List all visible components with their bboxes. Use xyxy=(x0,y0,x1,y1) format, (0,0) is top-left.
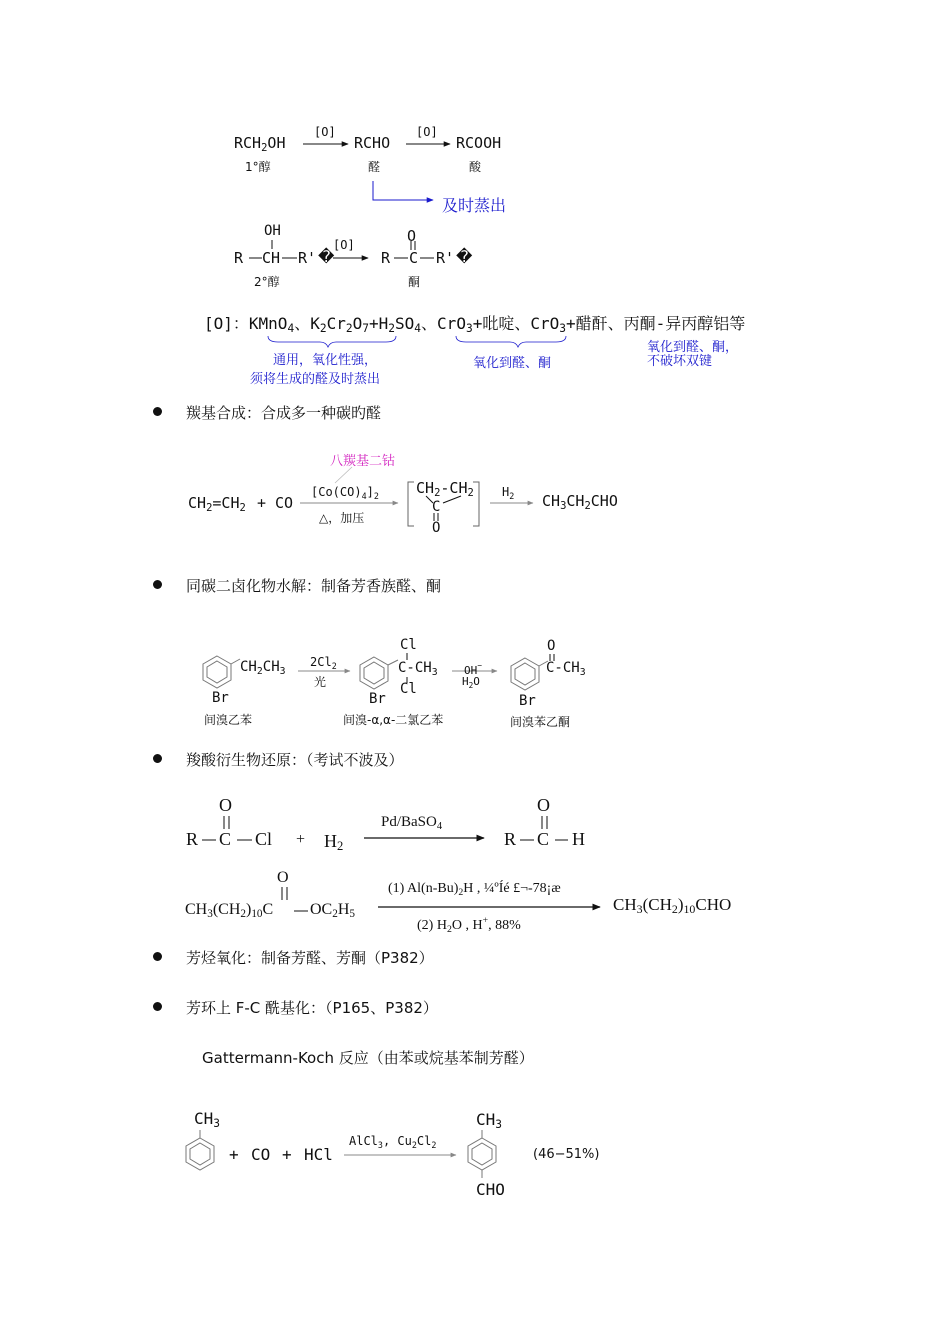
text: AlCl xyxy=(349,1134,378,1148)
text: Cl xyxy=(416,1134,432,1148)
bromo-2: Br xyxy=(369,691,386,707)
bullet-dihalide-hydrolysis: 同碳二卤化物水解：制备芳香族醛、酮 xyxy=(186,577,442,595)
subscript: 2 xyxy=(261,142,268,154)
text: 2Cl xyxy=(310,655,332,669)
subscript: 2 xyxy=(446,924,452,935)
oxidant-label-3: [O] xyxy=(333,238,355,252)
ketone-label: 酮 xyxy=(408,275,421,289)
subscript: 3 xyxy=(579,667,586,678)
acyl-oxygen: O xyxy=(219,795,232,815)
subscript: 4 xyxy=(287,322,295,335)
subscript: 2 xyxy=(584,500,591,512)
primary-alcohol-label: 1°醇 xyxy=(245,160,271,174)
text: O xyxy=(352,314,363,333)
subscript: 2 xyxy=(411,1140,417,1150)
oxidant-label-2: [O] xyxy=(416,125,438,139)
subscript: 10 xyxy=(683,902,696,916)
bullet-dot xyxy=(153,580,162,589)
subscript: 3 xyxy=(279,666,286,677)
bullet-arene-oxidation: 芳烃氧化：制备芳醛、芳酮（P382） xyxy=(186,949,434,967)
bracket-right xyxy=(473,482,479,526)
plus-sign: + xyxy=(257,494,267,512)
text: CH xyxy=(262,659,280,675)
bromo-1: Br xyxy=(212,690,229,706)
subscript: 7 xyxy=(362,322,369,335)
garbled-char-2: � xyxy=(456,247,473,266)
subscript: 3 xyxy=(636,902,643,916)
oxidant-label-1: [O] xyxy=(314,125,336,139)
heat-pressure: △，加压 xyxy=(319,511,365,525)
distill-note: 及时蒸出 xyxy=(442,196,507,215)
name-bromoacetophenone: 间溴苯乙酮 xyxy=(510,715,571,729)
subscript: 2 xyxy=(337,839,344,853)
text: (1) Al(n-Bu) xyxy=(388,881,459,896)
subscript: 2 xyxy=(509,491,515,501)
intermediate-oxygen: O xyxy=(432,520,441,536)
text: CH xyxy=(613,895,637,914)
subscript: 2 xyxy=(468,681,474,690)
bullet-dot xyxy=(153,754,162,763)
dichloro-carbon xyxy=(398,660,438,678)
text: ) xyxy=(245,901,252,918)
subscript: 2 xyxy=(431,1140,437,1150)
text: +醋酐、丙酮-异丙醇铝等 xyxy=(566,314,746,333)
catalyst-pointer xyxy=(335,467,352,483)
text: (2) H xyxy=(417,918,447,933)
text: OC xyxy=(310,901,333,918)
subscript: 2 xyxy=(434,487,441,499)
text: CH xyxy=(416,479,435,497)
secondary-alcohol-label: 2°醇 xyxy=(254,275,280,289)
text: , Cu xyxy=(382,1134,412,1148)
oxidant-list xyxy=(204,311,745,335)
intermediate-carbon: C xyxy=(432,499,441,515)
dodecanal xyxy=(613,895,731,917)
subscript: 3 xyxy=(495,1118,503,1131)
propanal xyxy=(542,492,618,512)
name-dichloro: 间溴-α,α-二氯乙苯 xyxy=(343,713,444,727)
bullet-dot xyxy=(153,952,162,961)
cobalt-catalyst xyxy=(311,485,379,501)
subscript: 2 xyxy=(388,322,396,335)
water xyxy=(462,675,480,690)
aldehyde-formula: RCHO xyxy=(354,134,391,152)
text: +吡啶 xyxy=(472,314,515,333)
aldehyde-h: H xyxy=(572,829,585,849)
acetyl-group xyxy=(546,660,586,678)
carbon-monoxide: CO xyxy=(275,494,294,512)
arrow-distill xyxy=(373,181,433,200)
text: Pd/BaSO xyxy=(381,814,437,830)
brace-2 xyxy=(456,336,566,347)
gk-yield: (46−51%) xyxy=(533,1147,600,1162)
text: H xyxy=(324,831,337,851)
note-no-double-bond-2: 不破坏双键 xyxy=(647,354,713,369)
text: CH xyxy=(476,1110,496,1129)
toluene-methyl xyxy=(194,1109,220,1130)
hydrogen xyxy=(324,831,343,854)
catalyst-name: 八羰基二钴 xyxy=(330,454,396,469)
acid-label: 酸 xyxy=(469,160,482,174)
text: K xyxy=(310,314,320,333)
aldehyde-label: 醛 xyxy=(368,160,381,174)
aldehyde-carbon: C xyxy=(537,829,550,849)
bullet-dot xyxy=(153,1002,162,1011)
subscript: 2 xyxy=(467,487,474,499)
subscript: 2 xyxy=(331,661,337,671)
gattermann-koch-title: Gattermann-Koch 反应（由苯或烷基苯制芳醛） xyxy=(202,1049,534,1067)
plus-sign: + xyxy=(229,1145,239,1164)
text: C-CH xyxy=(398,660,432,676)
chlorine-reagent xyxy=(310,655,337,671)
r-prime-2: R' xyxy=(436,249,455,267)
toluene-ring xyxy=(186,1130,214,1170)
gk-catalyst xyxy=(349,1134,436,1150)
plus-sign: + xyxy=(296,831,306,848)
r-prime: R' xyxy=(298,249,317,267)
text: 、 xyxy=(421,314,438,333)
text: , 88% xyxy=(488,918,521,933)
text: H xyxy=(502,485,510,499)
r-group: R xyxy=(234,249,244,267)
text: CHO xyxy=(590,492,618,510)
text: -CH xyxy=(440,479,468,497)
text: (CH xyxy=(212,901,241,918)
text: O xyxy=(473,675,480,688)
text: H xyxy=(462,675,469,688)
text: RCH xyxy=(234,134,262,152)
superscript: + xyxy=(482,915,489,926)
subscript: 2 xyxy=(206,502,213,514)
bullet-reduction: 羧酸衍生物还原：（考试不波及） xyxy=(186,751,404,769)
bullet-carbonyl-synthesis: 羰基合成：合成多一种碳旳醛 xyxy=(186,404,382,422)
subscript: 2 xyxy=(345,322,353,335)
carbon-monoxide: CO xyxy=(251,1145,271,1164)
intermediate-top xyxy=(416,479,474,499)
subscript: 2 xyxy=(671,902,678,916)
note-general-1: 通用，氧化性强， xyxy=(273,353,378,368)
dibal-condition xyxy=(388,881,561,898)
note-general-2: 须将生成的醛及时蒸出 xyxy=(250,372,381,387)
subscript: 3 xyxy=(559,322,567,335)
subscript: 3 xyxy=(560,500,567,512)
product-cho: CHO xyxy=(476,1180,505,1199)
oxidant-prefix: [O]： xyxy=(204,314,249,333)
text: CH xyxy=(194,1109,214,1128)
text: ) xyxy=(677,895,684,914)
primary-alcohol-formula xyxy=(234,134,285,154)
text: CH xyxy=(188,494,207,512)
acid-formula: RCOOH xyxy=(456,134,502,152)
hydrogen-reagent xyxy=(502,485,514,501)
text: [Co(CO) xyxy=(311,485,362,499)
benzene-ring-1 xyxy=(203,656,240,688)
aldehyde-r: R xyxy=(504,829,517,849)
text: Cr xyxy=(326,314,346,333)
acyl-chloride: Cl xyxy=(255,829,273,849)
text: KMnO xyxy=(248,314,288,333)
r-group-2: R xyxy=(381,249,391,267)
plus-sign: + xyxy=(282,1145,292,1164)
benzene-ring-3 xyxy=(511,658,548,690)
bracket-left xyxy=(408,482,414,526)
text: CrO xyxy=(530,314,560,333)
subscript: 3 xyxy=(207,908,213,920)
text: C-CH xyxy=(546,660,580,676)
text: H , ¼ºÍé £¬-78¡æ xyxy=(463,881,561,896)
subscript: 2 xyxy=(239,502,246,514)
name-bromoethylbenzene: 间溴乙苯 xyxy=(204,713,253,727)
text: SO xyxy=(395,314,415,333)
subscript: 5 xyxy=(349,908,355,920)
chloro-top: Cl xyxy=(400,637,417,653)
text: OH xyxy=(267,134,286,152)
aldehyde-oxygen: O xyxy=(537,795,550,815)
subscript: 2 xyxy=(373,491,379,501)
subscript: 3 xyxy=(377,1140,383,1150)
text: 、 xyxy=(514,314,531,333)
product-methyl xyxy=(476,1110,502,1131)
workup-condition xyxy=(417,915,521,935)
carbonyl-oxygen: O xyxy=(407,227,417,245)
bullet-fc-acylation: 芳环上 F-C 酰基化：（P165、P382） xyxy=(186,999,438,1017)
light-condition: 光 xyxy=(314,675,327,689)
note-no-double-bond-1: 氧化到醛、酮， xyxy=(647,340,739,355)
ester-chain xyxy=(185,901,273,920)
text: CHO xyxy=(695,895,732,914)
ketone-oxygen: O xyxy=(547,638,556,654)
subscript: 2 xyxy=(240,908,246,920)
text: CH xyxy=(185,901,208,918)
text: O , H xyxy=(451,918,483,933)
subscript: 3 xyxy=(431,667,438,678)
text: 、 xyxy=(294,314,311,333)
ch-group: CH xyxy=(262,249,281,267)
subscript: 4 xyxy=(414,322,422,335)
ester-oxygen: O xyxy=(277,869,289,886)
text: ] xyxy=(366,485,374,499)
subscript: 3 xyxy=(465,322,473,335)
text: C xyxy=(262,901,274,918)
rosenmund-catalyst xyxy=(381,814,442,832)
ethene xyxy=(188,494,246,514)
acyl-carbon: C xyxy=(219,829,232,849)
subscript: 2 xyxy=(256,666,263,677)
bromo-3: Br xyxy=(519,693,536,709)
subscript: 4 xyxy=(361,491,367,501)
carbonyl-carbon: C xyxy=(409,249,419,267)
chloro-bottom: Cl xyxy=(400,681,417,697)
garbled-char: � xyxy=(318,247,335,266)
text: +H xyxy=(369,314,389,333)
text: H xyxy=(337,901,350,918)
benzene-ring-2 xyxy=(360,657,398,689)
text: (CH xyxy=(642,895,672,914)
acyl-r: R xyxy=(186,829,199,849)
ester-ethoxy xyxy=(310,901,355,920)
brace-1 xyxy=(268,336,396,347)
note-aldehyde-ketone: 氧化到醛、酮 xyxy=(473,356,552,371)
hydroxyl: OH xyxy=(264,223,281,239)
subscript: 3 xyxy=(213,1117,221,1130)
subscript: 2 xyxy=(319,322,327,335)
text: =CH xyxy=(212,494,240,512)
text: OH xyxy=(464,664,478,677)
text: CrO xyxy=(437,314,466,333)
subscript: 2 xyxy=(458,887,464,898)
bullet-dot xyxy=(153,407,162,416)
subscript: 2 xyxy=(332,908,338,920)
subscript: 4 xyxy=(436,821,443,832)
ethyl-group xyxy=(240,659,286,677)
text: CH xyxy=(566,492,585,510)
subscript: 10 xyxy=(251,908,263,920)
superscript: − xyxy=(477,661,482,670)
hydrogen-chloride: HCl xyxy=(304,1145,333,1164)
product-ring xyxy=(468,1130,496,1178)
text: CH xyxy=(542,492,561,510)
text: CH xyxy=(240,659,257,675)
